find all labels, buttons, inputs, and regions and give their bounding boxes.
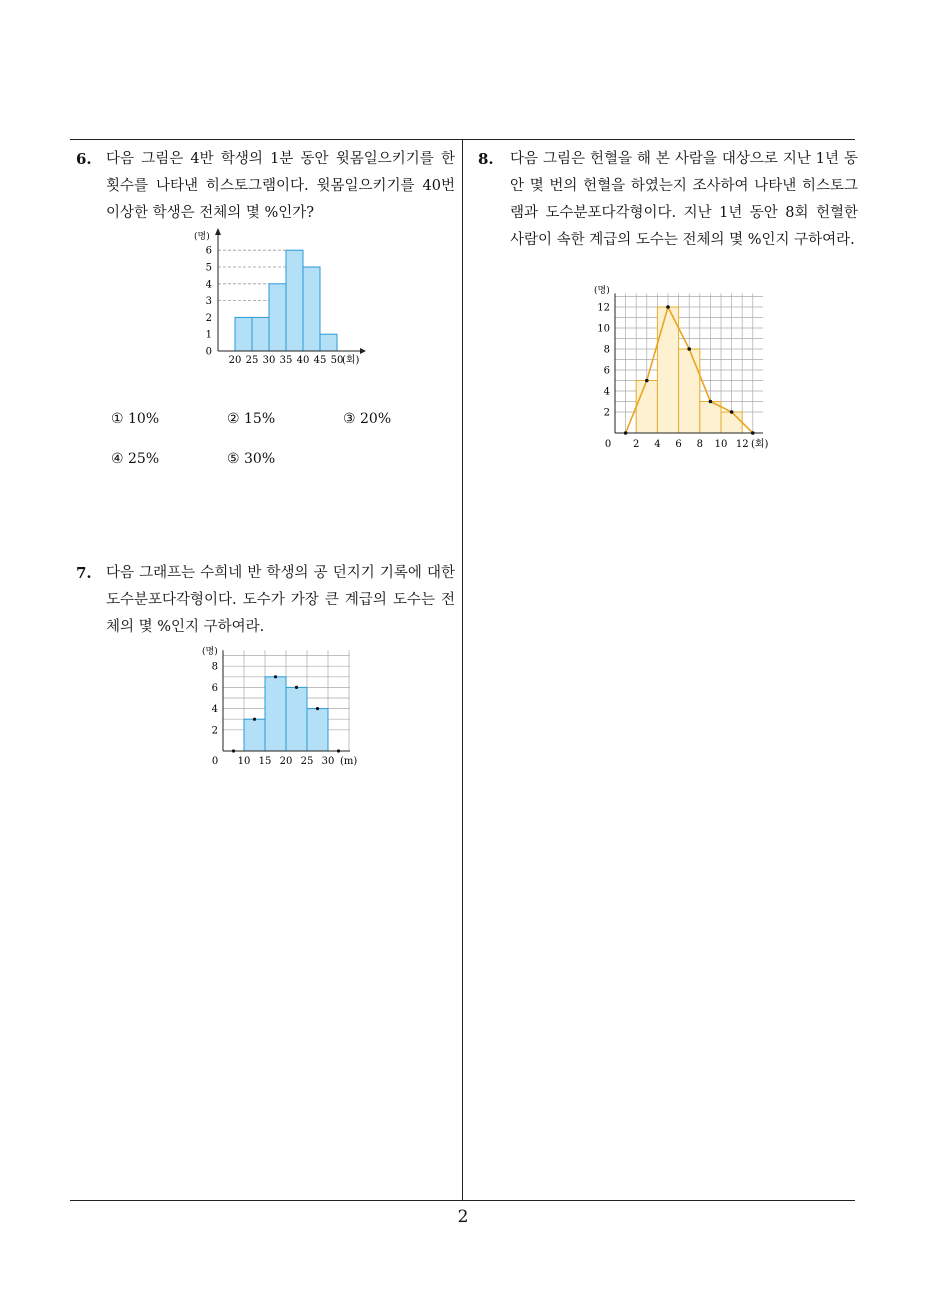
x-tick-label: 10 bbox=[714, 439, 728, 450]
problem-number: 8. bbox=[478, 150, 494, 168]
polygon-point bbox=[709, 400, 713, 404]
polygon-point bbox=[253, 718, 256, 721]
y-tick-label: 12 bbox=[597, 302, 610, 314]
x-tick-label: 20 bbox=[228, 355, 242, 366]
x-tick-label: 30 bbox=[262, 355, 276, 366]
problem-number: 6. bbox=[76, 150, 92, 168]
y-tick-label: 8 bbox=[603, 344, 610, 356]
polygon-point bbox=[337, 749, 340, 752]
x-tick-label: 30 bbox=[321, 756, 335, 767]
y-axis-arrow bbox=[215, 228, 221, 235]
histogram-bar bbox=[235, 317, 252, 351]
choice-2[interactable]: ② 15% bbox=[227, 411, 276, 427]
x-tick-label: 45 bbox=[313, 355, 327, 366]
problem-number: 7. bbox=[76, 564, 92, 582]
x-tick-label: 20 bbox=[279, 756, 293, 767]
x-tick-label: 0 bbox=[604, 439, 612, 450]
histogram-bar bbox=[679, 349, 700, 433]
bottom-rule bbox=[70, 1200, 855, 1201]
problem-text: 다음 그래프는 수희네 반 학생의 공 던지기 기록에 대한 도수분포다각형이다. 도수가 가장 큰 계급의 도수는 전체의 몇 %인지 구하여라. bbox=[106, 565, 455, 635]
frequency-polygon-chart-7 bbox=[200, 640, 370, 775]
x-tick-label: 10 bbox=[237, 756, 251, 767]
y-tick-label: 6 bbox=[603, 365, 610, 377]
x-tick-label: 2 bbox=[633, 439, 640, 450]
histogram-bar bbox=[303, 267, 320, 351]
histogram-bar bbox=[700, 402, 721, 434]
histogram-bar bbox=[307, 709, 328, 751]
y-tick-label: 4 bbox=[603, 386, 610, 398]
x-tick-label: 50 bbox=[330, 355, 344, 366]
y-axis-unit: (명) bbox=[194, 232, 210, 242]
polygon-point bbox=[645, 379, 649, 383]
x-tick-label: 15 bbox=[258, 756, 272, 767]
polygon-point bbox=[232, 749, 235, 752]
y-tick-label: 2 bbox=[211, 725, 218, 737]
y-tick-label: 4 bbox=[211, 704, 218, 716]
polygon-point bbox=[751, 431, 755, 435]
y-tick-label: 2 bbox=[205, 312, 212, 324]
y-tick-label: 6 bbox=[205, 245, 212, 257]
x-tick-label: 8 bbox=[696, 439, 703, 450]
polygon-point bbox=[666, 305, 670, 309]
choice-5[interactable]: ⑤ 30% bbox=[227, 451, 276, 467]
column-divider bbox=[462, 139, 463, 1201]
y-tick-label: 5 bbox=[205, 262, 212, 274]
histogram-bar bbox=[252, 317, 269, 351]
polygon-point bbox=[624, 431, 628, 435]
y-tick-label: 8 bbox=[211, 661, 218, 673]
polygon-point bbox=[730, 410, 734, 414]
histogram-bar bbox=[657, 307, 678, 433]
x-axis-unit: (m) bbox=[340, 756, 358, 767]
y-tick-label: 6 bbox=[211, 682, 218, 694]
x-axis-unit: (회) bbox=[342, 355, 360, 366]
choice-1[interactable]: ① 10% bbox=[111, 411, 160, 427]
y-axis-unit: (명) bbox=[594, 286, 610, 296]
histogram-bar bbox=[265, 677, 286, 751]
x-tick-label: 25 bbox=[300, 756, 314, 767]
histogram-bar bbox=[721, 412, 742, 433]
polygon-point bbox=[295, 686, 298, 689]
y-tick-label: 0 bbox=[205, 346, 212, 358]
x-axis-unit: (회) bbox=[751, 439, 769, 450]
y-axis-unit: (명) bbox=[202, 647, 218, 657]
x-tick-label: 6 bbox=[675, 439, 682, 450]
histogram-bar bbox=[320, 334, 337, 351]
x-axis-arrow bbox=[360, 348, 366, 354]
frequency-polygon-chart-8 bbox=[590, 280, 790, 455]
x-tick-label: 40 bbox=[296, 355, 310, 366]
y-tick-label: 4 bbox=[205, 279, 212, 291]
y-tick-label: 10 bbox=[597, 323, 610, 335]
x-tick-label: 35 bbox=[279, 355, 293, 366]
choice-4[interactable]: ④ 25% bbox=[111, 451, 160, 467]
polygon-point bbox=[274, 675, 277, 678]
polygon-point bbox=[316, 707, 319, 710]
histogram-bar bbox=[636, 381, 657, 434]
y-tick-label: 3 bbox=[205, 296, 212, 308]
histogram-bar bbox=[244, 719, 265, 751]
histogram-chart-6 bbox=[190, 225, 375, 375]
x-tick-label: 0 bbox=[211, 756, 219, 767]
x-tick-label: 12 bbox=[735, 439, 749, 450]
y-tick-label: 1 bbox=[205, 329, 212, 341]
histogram-bar bbox=[286, 250, 303, 351]
problem-text: 다음 그림은 4반 학생의 1분 동안 윗몸일으키기를 한 횟수를 나타낸 히스토그램이다. 윗몸일으키기를 40번 이상한 학생은 전체의 몇 %인가? bbox=[106, 151, 455, 221]
x-tick-label: 4 bbox=[654, 439, 661, 450]
problem-text: 다음 그림은 헌혈을 해 본 사람을 대상으로 지난 1년 동안 몇 번의 헌혈을 하였는지 조사하여 나타낸 히스토그램과 도수분포다각형이다. 지난 1년 동안 8회 헌혈한 사람이 속한 계급의 도수는 전체의 몇 %인지 구하여라. bbox=[510, 151, 858, 248]
x-tick-label: 25 bbox=[245, 355, 259, 366]
y-tick-label: 2 bbox=[603, 407, 610, 419]
choice-3[interactable]: ③ 20% bbox=[343, 411, 392, 427]
histogram-bar bbox=[286, 687, 307, 751]
page-number: 2 bbox=[457, 1207, 469, 1227]
polygon-point bbox=[687, 347, 691, 351]
histogram-bar bbox=[269, 284, 286, 351]
